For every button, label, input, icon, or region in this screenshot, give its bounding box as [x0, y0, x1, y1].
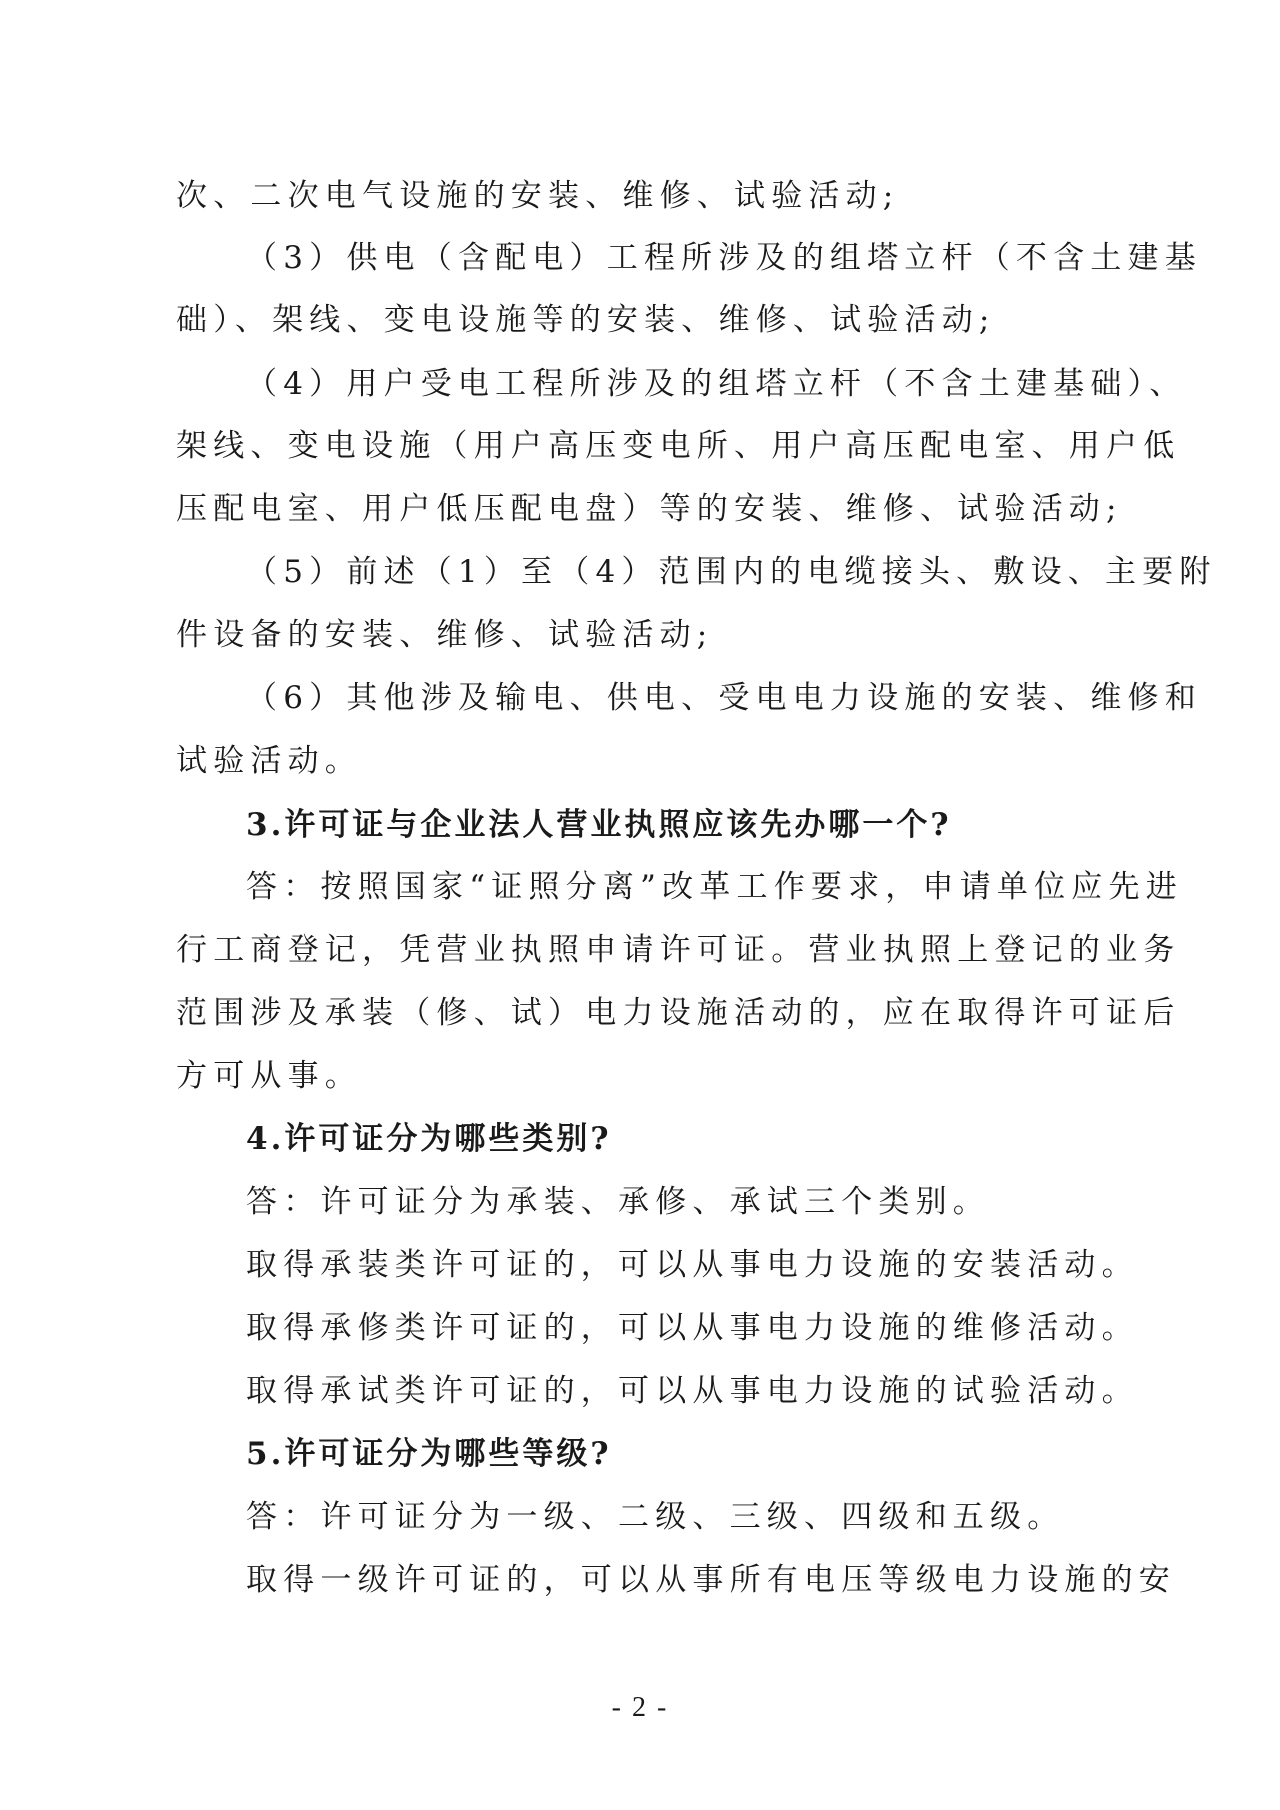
- body-text-line: 方可从事。: [176, 1058, 362, 1094]
- body-text-line: 压配电室、用户低压配电盘）等的安装、维修、试验活动;: [176, 491, 1123, 527]
- body-text-line: 取得承修类许可证的，可以从事电力设施的维修活动。: [246, 1310, 1139, 1346]
- body-text-line: 件设备的安装、维修、试验活动;: [176, 617, 714, 653]
- body-text-line: 取得一级许可证的，可以从事所有电压等级电力设施的安: [246, 1562, 1176, 1598]
- list-item-4: （4）用户受电工程所涉及的组塔立杆（不含土建基础）、: [246, 366, 1187, 402]
- body-text-line: 试验活动。: [176, 743, 362, 779]
- question-heading-3: 3.许可证与企业法人营业执照应该先办哪一个?: [246, 807, 952, 843]
- list-item-6: （6）其他涉及输电、供电、受电电力设施的安装、维修和: [246, 680, 1202, 716]
- page-number: - 2 -: [611, 1692, 669, 1723]
- answer-text: 答：许可证分为承装、承修、承试三个类别。: [246, 1184, 990, 1220]
- question-heading-5: 5.许可证分为哪些等级?: [246, 1436, 612, 1472]
- body-text-line: 范围涉及承装（修、试）电力设施活动的，应在取得许可证后: [176, 995, 1181, 1031]
- list-item-5: （5）前述（1）至（4）范围内的电缆接头、敷设、主要附: [246, 554, 1217, 590]
- body-text-line: 次、二次电气设施的安装、维修、试验活动;: [176, 178, 900, 214]
- body-text-line: 础）、架线、变电设施等的安装、维修、试验活动;: [176, 302, 996, 338]
- body-text-line: 取得承试类许可证的，可以从事电力设施的试验活动。: [246, 1373, 1139, 1409]
- body-text-line: 取得承装类许可证的，可以从事电力设施的安装活动。: [246, 1247, 1139, 1283]
- body-text-line: 行工商登记，凭营业执照申请许可证。营业执照上登记的业务: [176, 932, 1181, 968]
- answer-text: 答：许可证分为一级、二级、三级、四级和五级。: [246, 1499, 1065, 1535]
- answer-text: 答：按照国家“证照分离”改革工作要求，申请单位应先进: [246, 869, 1183, 905]
- question-heading-4: 4.许可证分为哪些类别?: [246, 1121, 612, 1157]
- list-item-3: （3）供电（含配电）工程所涉及的组塔立杆（不含土建基: [246, 240, 1202, 276]
- body-text-line: 架线、变电设施（用户高压变电所、用户高压配电室、用户低: [176, 428, 1181, 464]
